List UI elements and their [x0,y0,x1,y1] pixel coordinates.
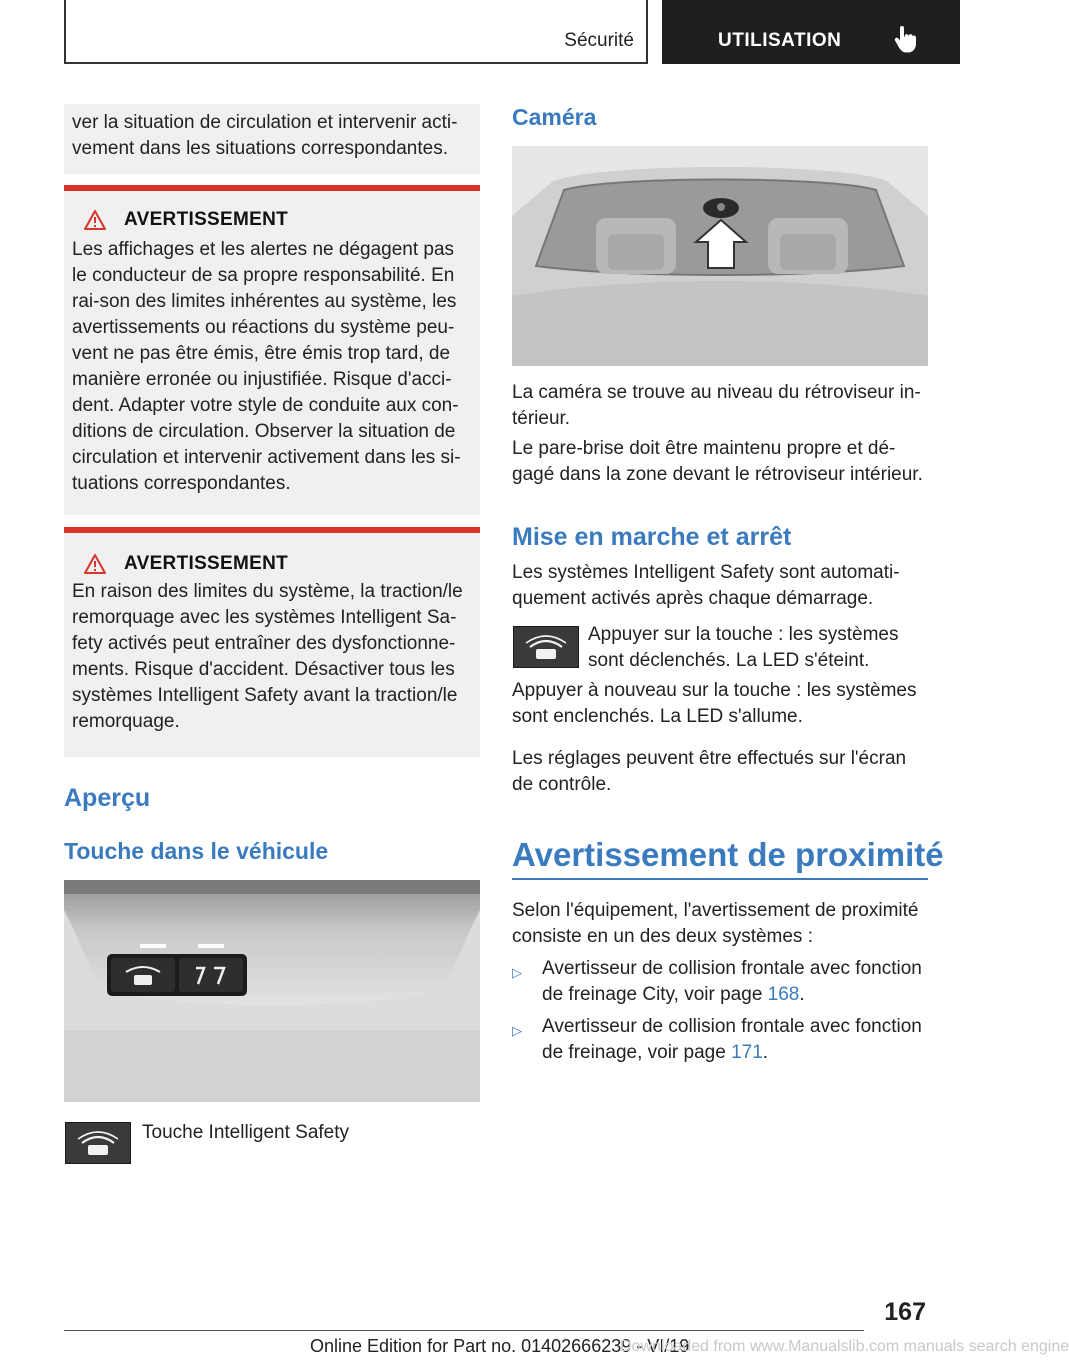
warning-box-1 [64,191,480,515]
heading-camera: Caméra [512,104,597,130]
page-link-171[interactable]: 171 [731,1042,763,1063]
mise-paragraph-3: Les réglages peuvent être effectués sur l'écran de contrôle. [512,748,907,795]
bullet-end: . [762,1042,769,1063]
page-link-168[interactable]: 168 [767,984,800,1005]
bullet-end: . [799,984,805,1005]
heading-underline [512,878,928,880]
heading-touche-vehicule: Touche dans le véhicule [64,838,329,864]
bullet-triangle-icon: ▷ [512,1023,522,1038]
mise-paragraph-2: Appuyer à nouveau sur la touche : les systèmes sont enclenchés. La LED s'allume. [512,680,917,727]
avert-paragraph-1: Selon l'équipement, l'avertissement de proximité consiste en un des deux systèmes : [512,900,919,947]
heading-avertissement-proximite: Avertissement de proximité [512,836,944,873]
warning-triangle-icon [84,210,106,230]
footer-watermark: Downloaded from www.Manualslib.com manuals search engine [620,1338,1069,1355]
heading-mise-en-marche: Mise en marche et arrêt [512,523,792,551]
header-chapter-tab [662,0,960,64]
button-panel-photo [64,880,480,1102]
warning-title: AVERTISSEMENT [124,553,289,574]
warning-box-2 [64,533,480,757]
hand-pointer-icon [894,26,916,54]
warning-title: AVERTISSEMENT [124,209,289,230]
header-section-label: Sécurité [564,30,634,51]
mise-paragraph-1: Les systèmes Intelligent Safety sont automati-quement activés après chaque démarrage. [512,562,900,609]
continued-warning-text: ver la situation de circulation et intervenir acti-vement dans les situations correspondantes. [72,112,458,159]
camera-windshield-photo [512,146,928,366]
footer-rule [64,1330,864,1331]
heading-apercu: Aperçu [64,784,151,812]
intelligent-safety-button-icon [513,626,579,668]
page-number: 167 [884,1298,926,1326]
mise-icon-text: Appuyer sur la touche : les systèmes sont déclenchés. La LED s'éteint. [588,624,899,671]
continued-warning-box [64,104,480,174]
header-section-box [64,0,648,64]
touche-label: Touche Intelligent Safety [142,1122,350,1143]
camera-paragraph-2: Le pare-brise doit être maintenu propre et dé-gagé dans la zone devant le rétroviseur intérieur. [512,438,923,485]
warning-text: En raison des limites du système, la traction/le remorquage avec les systèmes Intelligent Sa-fety activés peut entraîner des dysfonctionne-ments. Risque d'accident. Désactiver tous les systèmes Intelligent Safety avant la traction/le remorquage. [72,581,463,732]
header-chapter-label: UTILISATION [718,30,842,51]
warning-text: Les affichages et les alertes ne dégagent pas le conducteur de sa propre responsabilité. En rai-son des limites inhérentes au système, les avertissements ou réactions du système peu-vent ne pas être émis, être émis trop tard, de manière erronée ou injustifiée. Risque d'acci-dent. Adapter votre style de conduite aux con-ditions de circulation. Observer la situation de circulation et intervenir activement dans les si-tuations correspondantes. [72,239,461,494]
intelligent-safety-button-icon [65,1122,131,1164]
bullet-text: Avertisseur de collision frontale avec fonction de freinage City, voir page [542,958,922,1005]
warning-triangle-icon [84,554,106,574]
camera-paragraph-1: La caméra se trouve au niveau du rétroviseur in-térieur. [512,382,921,429]
bullet-text: Avertisseur de collision frontale avec fonction de freinage, voir page [542,1016,922,1063]
list-item [512,956,928,1008]
list-item [512,1014,928,1066]
bullet-triangle-icon: ▷ [512,965,522,980]
footer-edition: Online Edition for Part no. 01402666239 - VI/19 [310,1336,690,1356]
